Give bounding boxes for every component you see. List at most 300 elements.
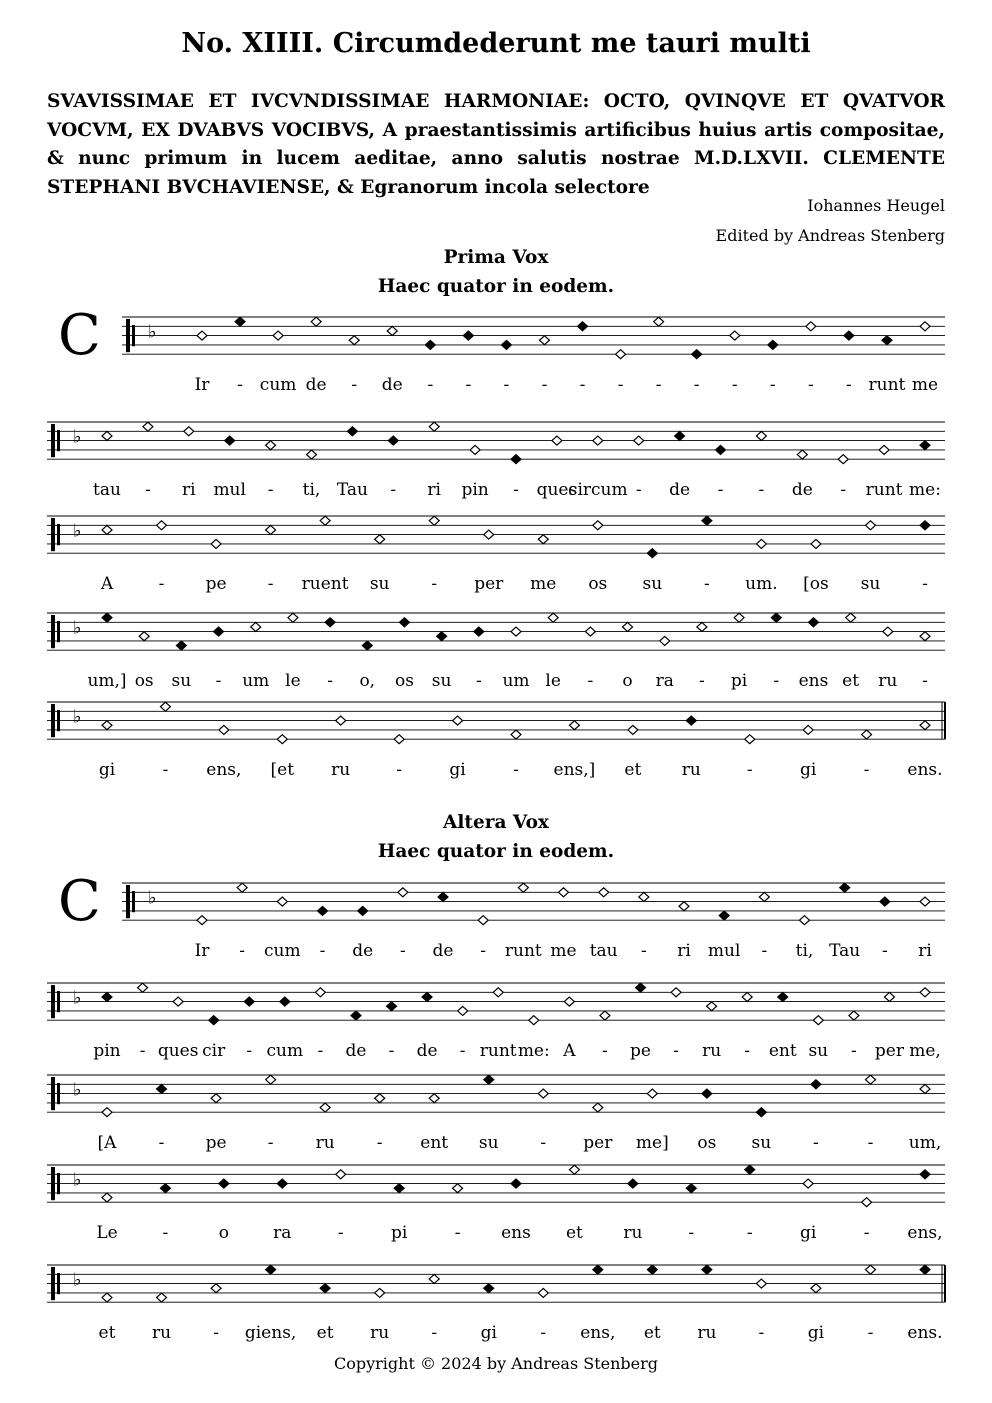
lyric-syllable: ri: [677, 941, 691, 962]
lyric-syllable: cum: [259, 375, 297, 396]
lyric-syllable: -: [699, 671, 705, 692]
note: [647, 1265, 657, 1274]
note: [375, 1288, 385, 1297]
note: [214, 627, 224, 636]
lyric-syllable: me: [911, 375, 939, 396]
lyric-syllable: pin: [93, 1041, 121, 1062]
note: [719, 911, 729, 920]
lyric-syllable: per: [583, 1133, 613, 1154]
note: [756, 431, 766, 440]
note: [266, 1265, 276, 1274]
lyric-syllable: -: [922, 671, 928, 692]
lyric-syllable: et: [565, 1223, 583, 1244]
lyric-syllable: -: [922, 574, 928, 595]
note: [593, 1103, 603, 1112]
note: [399, 618, 409, 627]
lyric-syllable: ra: [655, 671, 674, 692]
note: [811, 1080, 821, 1089]
lyric-syllable: A: [100, 574, 114, 595]
lyric-syllable: -: [475, 671, 482, 692]
note: [920, 322, 930, 331]
lyric-syllable: ru: [315, 1133, 335, 1154]
note: [702, 1089, 712, 1098]
lyric-syllable: de: [381, 375, 403, 396]
c-clef-bar: [132, 325, 135, 346]
note: [511, 730, 521, 739]
note: [538, 535, 548, 544]
note: [351, 1011, 361, 1020]
note: [429, 1094, 439, 1103]
lyric-syllable: ens: [501, 1223, 531, 1244]
note: [639, 892, 649, 901]
note: [569, 1165, 579, 1174]
note: [920, 897, 930, 906]
note: [315, 988, 325, 997]
lyric-syllable: ques: [157, 1041, 199, 1062]
lyric-syllable: -: [513, 480, 519, 501]
lyric-syllable: -: [237, 375, 243, 396]
voice-1-name: Prima Vox: [443, 247, 549, 268]
lyric-syllable: -: [673, 1041, 679, 1062]
lyric-syllable: -: [337, 1223, 344, 1244]
note: [484, 1075, 494, 1084]
lyric-syllable: pe: [205, 574, 227, 595]
lyric-syllable: -: [761, 941, 768, 962]
note: [425, 340, 435, 349]
note: [707, 1002, 717, 1011]
voice-2-rubric: Haec quator in eodem.: [377, 841, 615, 862]
lyric-syllable: -: [327, 671, 333, 692]
lyric-syllable: -: [703, 574, 710, 595]
note: [209, 1016, 219, 1025]
c-clef-bar: [57, 524, 60, 545]
note: [600, 1011, 610, 1020]
flat-sign: ♭: [73, 617, 82, 639]
c-clef: [51, 1267, 55, 1300]
note: [808, 618, 818, 627]
note: [849, 1011, 859, 1020]
c-clef: [51, 424, 55, 457]
note: [745, 735, 755, 744]
lyric-syllable: -: [746, 1223, 753, 1244]
note: [768, 340, 778, 349]
note: [484, 1284, 494, 1293]
lyric-syllable: cir: [202, 1041, 226, 1062]
lyric-syllable: su: [642, 574, 663, 595]
note: [160, 1184, 170, 1193]
note: [756, 1279, 766, 1288]
lyric-syllable: -: [390, 480, 397, 501]
editor-credit: Edited by Andreas Stenberg: [715, 226, 945, 245]
copyright-notice: Copyright © 2024 by Andreas Stenberg: [333, 1354, 659, 1373]
lyric-syllable: le: [285, 671, 301, 692]
lyric-syllable: pi: [730, 671, 748, 692]
lyric-syllable: -: [431, 574, 438, 595]
lyric-syllable: de: [305, 375, 327, 396]
note: [879, 445, 889, 454]
lyric-syllable: -: [655, 375, 662, 396]
lyric-syllable: um.: [745, 574, 778, 595]
note: [511, 455, 521, 464]
note: [143, 422, 153, 431]
lyric-syllable: ens,: [206, 760, 242, 781]
lyric-syllable: -: [867, 1133, 874, 1154]
voice-2-name: Altera Vox: [443, 812, 549, 833]
flat-sign: ♭: [73, 706, 82, 728]
note: [756, 539, 766, 548]
note: [635, 983, 645, 992]
lyric-syllable: ru: [331, 760, 351, 781]
note: [197, 916, 207, 925]
lyric-syllable: ens: [798, 671, 829, 692]
lyric-syllable: gi: [449, 760, 466, 781]
lyric-syllable: -: [587, 671, 594, 692]
lyric-syllable: ent: [768, 1041, 797, 1062]
note: [569, 721, 579, 730]
note: [225, 436, 235, 445]
note: [716, 445, 726, 454]
lyric-syllable: de: [416, 1041, 438, 1062]
note: [548, 613, 558, 622]
lyric-syllable: -: [246, 1041, 253, 1062]
flat-sign: ♭: [73, 1269, 82, 1291]
lyric-syllable: -: [617, 375, 624, 396]
note: [599, 888, 609, 897]
note: [865, 1265, 875, 1274]
lyric-syllable: su: [171, 671, 192, 692]
lyric-syllable: cum: [266, 1041, 304, 1062]
lyric-syllable: runt: [479, 1041, 517, 1062]
note: [211, 539, 221, 548]
note: [358, 906, 368, 915]
lyric-syllable: gi: [480, 1323, 497, 1344]
note: [920, 441, 930, 450]
lyric-syllable: et: [842, 671, 860, 692]
lyric-syllable: ti,: [795, 941, 814, 962]
note: [453, 1184, 463, 1193]
note: [559, 888, 569, 897]
note: [102, 1293, 112, 1302]
note: [578, 322, 588, 331]
lyric-syllable: Tau: [829, 941, 861, 962]
lyric-syllable: me,: [909, 1041, 941, 1062]
note: [211, 1284, 221, 1293]
note: [920, 1170, 930, 1179]
lyric-syllable: tau: [589, 941, 618, 962]
lyric-syllable: ru: [878, 671, 898, 692]
note: [564, 997, 574, 1006]
lyric-syllable: -: [427, 375, 434, 396]
note: [157, 1084, 167, 1093]
note: [529, 1016, 539, 1025]
note: [797, 450, 807, 459]
note: [844, 331, 854, 340]
lyric-syllable: Tau: [336, 480, 368, 501]
voice-1-rubric: Haec quator in eodem.: [377, 276, 615, 297]
note: [634, 436, 644, 445]
note: [251, 622, 261, 631]
lyric-syllable: o: [218, 1223, 229, 1244]
lyric-syllable: -: [267, 574, 274, 595]
note: [138, 983, 148, 992]
lyric-syllable: ru: [681, 760, 701, 781]
note: [173, 997, 183, 1006]
lyric-syllable: ru: [623, 1223, 643, 1244]
lyric-syllable: gi: [807, 1323, 825, 1344]
note: [920, 521, 930, 530]
voice-1-initial-letter: C: [58, 303, 101, 368]
note: [336, 716, 346, 725]
c-clef: [51, 704, 55, 737]
lyric-syllable: os: [697, 1133, 717, 1154]
note: [920, 1084, 930, 1093]
c-clef-bar: [57, 1083, 60, 1104]
lyric-syllable: de: [791, 480, 813, 501]
note: [422, 992, 432, 1001]
c-clef: [51, 615, 55, 648]
note: [846, 613, 856, 622]
note: [387, 1002, 397, 1011]
note: [920, 721, 930, 730]
lyric-syllable: et: [98, 1323, 116, 1344]
note: [102, 1193, 112, 1202]
lyric-syllable: Ir: [194, 375, 210, 396]
note: [920, 1265, 930, 1274]
lyric-syllable: ens.: [907, 1323, 943, 1344]
lyric-syllable: -: [503, 375, 510, 396]
lyric-syllable: gi: [799, 760, 817, 781]
note: [686, 716, 696, 725]
lyric-syllable: -: [540, 1133, 547, 1154]
lyric-syllable: ens.: [907, 760, 943, 781]
lyric-syllable: me:: [517, 1041, 550, 1062]
note: [883, 627, 893, 636]
flat-sign: ♭: [148, 321, 157, 343]
lyric-syllable: -: [640, 941, 647, 962]
note: [219, 1179, 229, 1188]
lyric-syllable: -: [239, 941, 246, 962]
lyric-syllable: gi: [799, 1223, 817, 1244]
flat-sign: ♭: [148, 887, 157, 909]
lyric-syllable: pe: [205, 1133, 227, 1154]
flat-sign: ♭: [73, 1079, 82, 1101]
lyric-syllable: -: [459, 1041, 466, 1062]
note: [325, 618, 335, 627]
note: [623, 622, 633, 631]
note: [628, 725, 638, 734]
lyric-syllable: ent: [420, 1133, 449, 1154]
lyric-syllable: -: [158, 1133, 165, 1154]
lyric-syllable: -: [215, 671, 222, 692]
note: [277, 897, 287, 906]
lyric-syllable: -: [388, 1041, 395, 1062]
lyric-syllable: de: [345, 1041, 367, 1062]
lyric-syllable: os: [394, 671, 414, 692]
lyric-syllable: -: [158, 574, 165, 595]
lyric-syllable: ri: [427, 480, 441, 501]
note: [511, 627, 521, 636]
lyric-syllable: giens,: [244, 1323, 297, 1344]
note: [647, 549, 657, 558]
note: [865, 1075, 875, 1084]
lyric-syllable: -: [465, 375, 472, 396]
c-clef: [126, 885, 130, 918]
note: [865, 521, 875, 530]
lyric-syllable: me:: [909, 480, 941, 501]
lyric-syllable: os: [588, 574, 608, 595]
note: [102, 992, 112, 1001]
note: [347, 427, 357, 436]
lyric-syllable: pe: [630, 1041, 651, 1062]
lyric-syllable: [A: [97, 1133, 117, 1154]
lyric-syllable: -: [863, 1223, 870, 1244]
lyric-syllable: -: [162, 1223, 169, 1244]
lyric-syllable: -: [145, 480, 151, 501]
c-clef: [126, 319, 130, 352]
note: [375, 535, 385, 544]
note: [438, 892, 448, 901]
lyric-syllable: -: [579, 375, 586, 396]
note: [654, 317, 664, 326]
lyric-syllable: cum: [264, 941, 301, 962]
lyric-syllable: -: [731, 375, 738, 396]
note: [585, 627, 595, 636]
c-clef-bar: [57, 430, 60, 451]
lyric-syllable: ques: [536, 480, 578, 501]
note: [756, 1108, 766, 1117]
note: [593, 521, 603, 530]
note: [453, 716, 463, 725]
collection-subtitle: SVAVISSIMAE ET IVCVNDISSIMAE HARMONIAE: OCTO, QVINQVE ET QVATVOR VOCVM, EX DVABVS VOCIBVS, A praestantissimis artificibus huius artis compositae, & nunc primum in lucem aeditae, anno salutis nostrae M.D.LXVII. CLEMENTE STEPHANI BVCHAVIENSE, & Egranorum incola selectore: [47, 91, 945, 198]
note: [387, 326, 397, 335]
note: [538, 1089, 548, 1098]
note: [266, 441, 276, 450]
note: [501, 340, 511, 349]
lyric-syllable: su: [431, 671, 452, 692]
lyric-syllable: runt: [868, 375, 906, 396]
lyric-syllable: runt: [504, 941, 542, 962]
note: [920, 988, 930, 997]
lyric-syllable: [os: [803, 574, 829, 595]
voice-2-initial-letter: C: [58, 869, 101, 934]
note: [840, 883, 850, 892]
lyric-syllable: circum: [567, 480, 628, 501]
note: [349, 336, 359, 345]
lyric-syllable: -: [541, 375, 548, 396]
note: [478, 916, 488, 925]
lyric-syllable: -: [846, 375, 852, 396]
lyric-syllable: per: [474, 574, 504, 595]
lyric-syllable: ens,: [580, 1323, 616, 1344]
note: [157, 1293, 167, 1302]
lyric-syllable: -: [376, 1133, 383, 1154]
lyric-syllable: os: [134, 671, 154, 692]
lyric-syllable: et: [643, 1323, 661, 1344]
note: [266, 525, 276, 534]
note: [734, 613, 744, 622]
note: [552, 436, 562, 445]
lyric-syllable: -: [769, 375, 776, 396]
note: [139, 632, 149, 641]
note: [211, 1094, 221, 1103]
note: [745, 1165, 755, 1174]
lyric-syllable: -: [773, 671, 780, 692]
note: [880, 897, 890, 906]
lyric-syllable: -: [139, 1041, 146, 1062]
note: [647, 1089, 657, 1098]
note: [102, 721, 112, 730]
lyric-syllable: de: [352, 941, 374, 962]
note: [458, 1006, 468, 1015]
lyric-syllable: me: [550, 941, 577, 962]
lyric-syllable: -: [693, 375, 700, 396]
lyric-syllable: -: [758, 480, 765, 501]
lyric-syllable: per: [874, 1041, 904, 1062]
c-clef-bar: [57, 1173, 60, 1194]
lyric-syllable: um,: [908, 1133, 942, 1154]
lyric-syllable: -: [807, 375, 814, 396]
lyric-syllable: -: [881, 941, 888, 962]
lyric-syllable: de: [669, 480, 691, 501]
flat-sign: ♭: [73, 520, 82, 542]
note: [160, 702, 170, 711]
lyric-syllable: -: [744, 1041, 751, 1062]
lyric-syllable: -: [213, 1323, 219, 1344]
note: [320, 1103, 330, 1112]
lyric-syllable: -: [746, 760, 753, 781]
lyric-syllable: -: [850, 1041, 857, 1062]
note: [778, 992, 788, 1001]
note: [273, 331, 283, 340]
note: [429, 1274, 439, 1283]
note: [311, 317, 321, 326]
lyric-syllable: -: [540, 1323, 547, 1344]
lyric-syllable: et: [316, 1323, 334, 1344]
note: [838, 455, 848, 464]
note: [184, 427, 194, 436]
note: [235, 317, 245, 326]
lyric-syllable: gi: [98, 760, 116, 781]
lyric-syllable: -: [267, 480, 274, 501]
lyric-syllable: Ir: [194, 941, 210, 962]
lyric-syllable: ens,]: [553, 760, 596, 781]
lyric-syllable: ru: [151, 1323, 172, 1344]
note: [686, 1184, 696, 1193]
c-clef: [51, 985, 55, 1018]
lyric-syllable: -: [351, 375, 358, 396]
note: [429, 516, 439, 525]
lyric-syllable: pi: [390, 1223, 408, 1244]
note: [538, 1288, 548, 1297]
note: [102, 525, 112, 534]
lyric-syllable: pin: [461, 480, 489, 501]
note: [307, 450, 317, 459]
note: [429, 422, 439, 431]
note: [277, 1179, 287, 1188]
note: [318, 906, 328, 915]
lyric-syllable: de: [432, 941, 454, 962]
lyric-syllable: su: [369, 574, 390, 595]
note: [102, 613, 112, 622]
note: [800, 916, 810, 925]
lyric-syllable: o: [622, 671, 633, 692]
lyric-syllable: me]: [635, 1133, 669, 1154]
lyric-syllable: um: [502, 671, 530, 692]
flat-sign: ♭: [73, 426, 82, 448]
lyric-syllable: -: [480, 941, 487, 962]
lyric-syllable: -: [602, 1041, 608, 1062]
lyric-syllable: -: [454, 1223, 461, 1244]
